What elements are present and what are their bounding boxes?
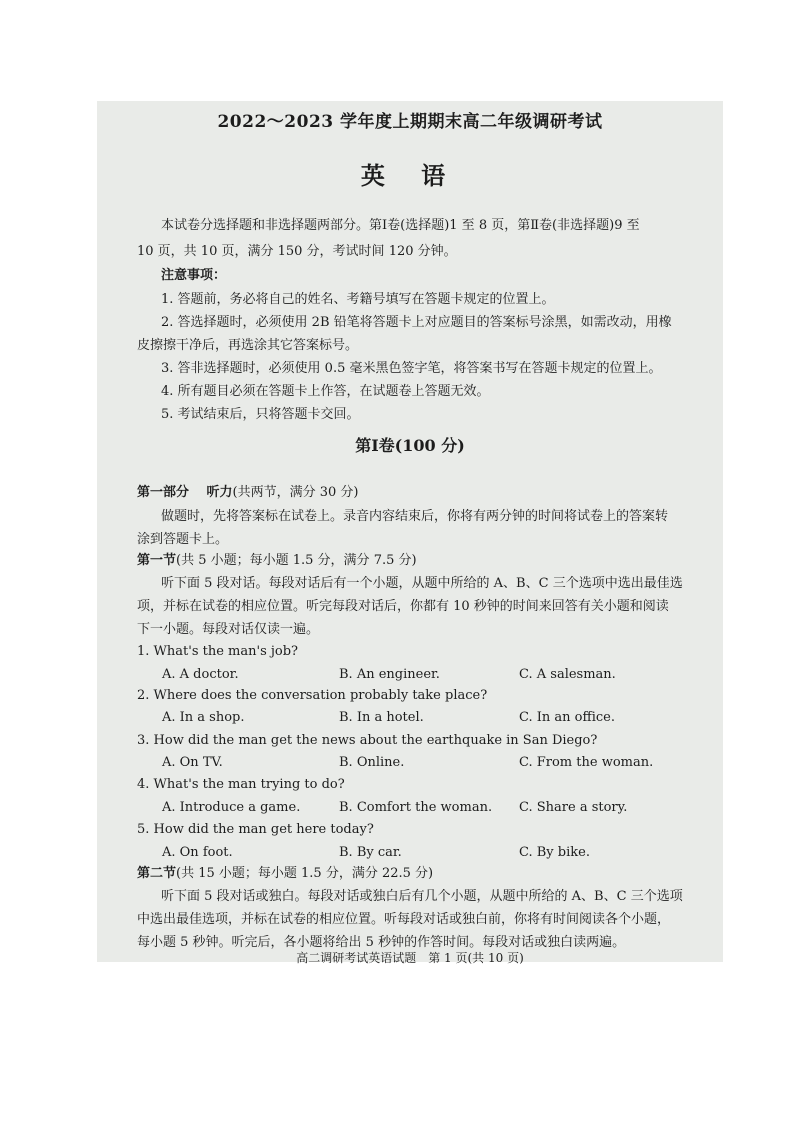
section1-title: 第一节 bbox=[137, 553, 177, 568]
section2-desc: 听下面 5 段对话或独白。每段对话或独白后有几个小题，从题中所给的 A、B、C 三个选项 bbox=[161, 889, 683, 904]
option-a: A. On foot. bbox=[162, 845, 233, 860]
part1-note: (共两节，满分 30 分) bbox=[232, 485, 359, 500]
volume-heading: 第Ⅰ卷(100 分) bbox=[355, 436, 465, 455]
notice-item: 皮擦擦干净后，再选涂其它答案标号。 bbox=[137, 338, 359, 353]
subject-title: 英 语 bbox=[360, 161, 460, 190]
part1-heading bbox=[137, 482, 697, 504]
notice-item: 3. 答非选择题时，必须使用 0.5 毫米黑色签字笔，将答案书写在答题卡规定的位置上。 bbox=[161, 361, 662, 376]
page-footer: 高二调研考试英语试题 第 1 页(共 10 页) bbox=[296, 951, 524, 965]
option-b: B. Comfort the woman. bbox=[339, 800, 493, 815]
question-stem: 5. How did the man get here today? bbox=[137, 822, 374, 837]
intro-line-2: 10 页，共 10 页，满分 150 分，考试时间 120 分钟。 bbox=[137, 244, 457, 259]
section2-desc: 中选出最佳选项，并标在试卷的相应位置。听每段对话或独白前，你将有时间阅读各个小题， bbox=[137, 912, 671, 927]
option-b: B. An engineer. bbox=[339, 667, 440, 682]
exam-title: 2022～2023 学年度上期期末高二年级调研考试 bbox=[217, 112, 603, 132]
option-a: A. A doctor. bbox=[162, 667, 239, 682]
section1-desc: 项，并标在试卷的相应位置。听完每段对话后，你都有 10 秒钟的时间来回答有关小题和阅读 bbox=[137, 599, 669, 614]
notice-item: 2. 答选择题时，必须使用 2B 铅笔将答题卡上对应题目的答案标号涂黑，如需改动，用橡 bbox=[161, 315, 672, 330]
notice-heading: 注意事项： bbox=[161, 268, 227, 283]
section1-note: (共 5 小题；每小题 1.5 分，满分 7.5 分) bbox=[176, 553, 417, 568]
intro-line-1: 本试卷分选择题和非选择题两部分。第Ⅰ卷(选择题)1 至 8 页，第Ⅱ卷(非选择题)9 至 bbox=[161, 218, 640, 233]
option-c: C. A salesman. bbox=[519, 667, 616, 682]
section1-desc: 听下面 5 段对话。每段对话后有一个小题，从题中所给的 A、B、C 三个选项中选出最佳选 bbox=[161, 576, 683, 591]
part1-desc: 做题时，先将答案标在试卷上。录音内容结束后，你将有两分钟的时间将试卷上的答案转 bbox=[161, 509, 669, 524]
section2-note: (共 15 小题；每小题 1.5 分，满分 22.5 分) bbox=[176, 866, 434, 881]
section1-heading bbox=[137, 550, 697, 572]
exam-page bbox=[97, 101, 723, 965]
question-stem: 4. What's the man trying to do? bbox=[137, 777, 345, 792]
option-c: C. From the woman. bbox=[519, 755, 654, 770]
question-stem: 1. What's the man's job? bbox=[137, 644, 299, 659]
section1-desc: 下一小题。每段对话仅读一遍。 bbox=[137, 622, 320, 637]
question-stem: 3. How did the man get the news about the earthquake in San Diego? bbox=[137, 733, 598, 748]
option-c: C. Share a story. bbox=[519, 800, 628, 815]
option-a: A. In a shop. bbox=[162, 710, 245, 725]
notice-item: 4. 所有题目必须在答题卡上作答，在试题卷上答题无效。 bbox=[161, 384, 490, 399]
part1-title: 第一部分 听力 bbox=[137, 485, 233, 500]
notice-item: 1. 答题前，务必将自己的姓名、考籍号填写在答题卡规定的位置上。 bbox=[161, 292, 555, 307]
option-c: C. In an office. bbox=[519, 710, 615, 725]
question-stem: 2. Where does the conversation probably take place? bbox=[137, 688, 488, 703]
part1-desc: 涂到答题卡上。 bbox=[137, 532, 229, 547]
option-a: A. Introduce a game. bbox=[162, 800, 301, 815]
section2-desc: 每小题 5 秒钟。听完后，各小题将给出 5 秒钟的作答时间。每段对话或独白读两遍。 bbox=[137, 935, 626, 950]
option-b: B. In a hotel. bbox=[339, 710, 424, 725]
section2-heading bbox=[137, 863, 697, 885]
section2-title: 第二节 bbox=[137, 866, 177, 881]
notice-item: 5. 考试结束后，只将答题卡交回。 bbox=[161, 407, 360, 422]
option-b: B. By car. bbox=[339, 845, 402, 860]
option-c: C. By bike. bbox=[519, 845, 590, 860]
option-a: A. On TV. bbox=[162, 755, 223, 770]
option-b: B. Online. bbox=[339, 755, 405, 770]
